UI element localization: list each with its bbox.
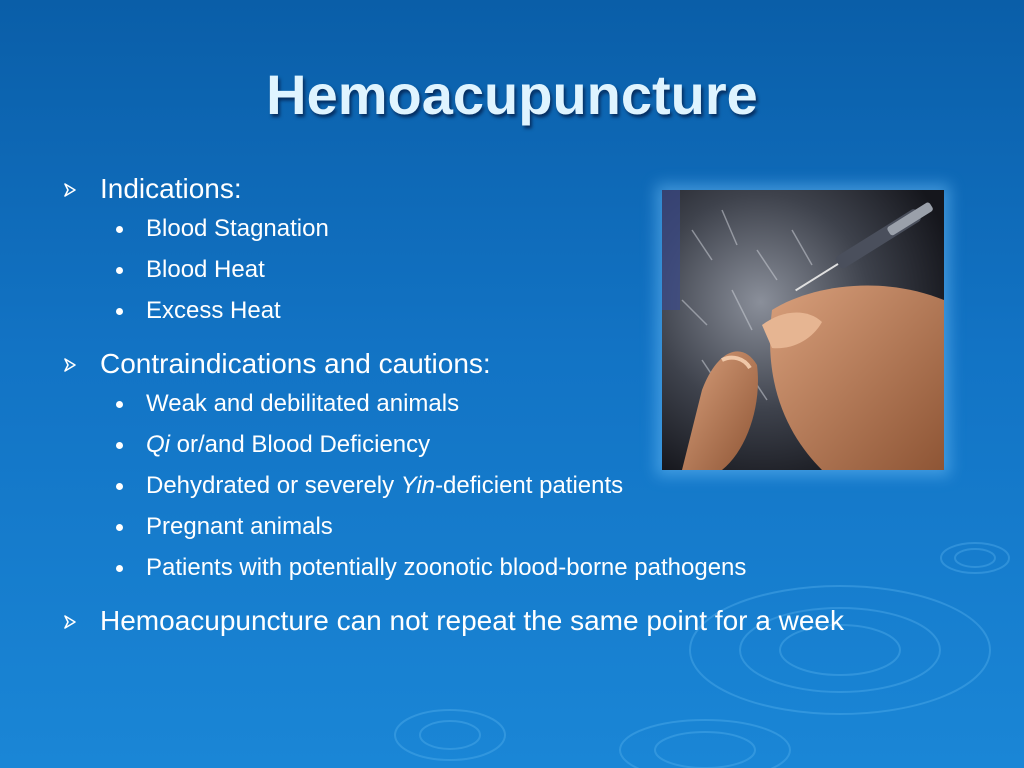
sub-bullet-text: -deficient patients [435,472,624,499]
sub-bullet-text: Dehydrated or severely [146,472,401,499]
sub-bullet-text: Blood Stagnation [146,215,329,242]
chevron-right-icon [62,614,78,630]
sub-bullet-italic-term: Qi [146,431,170,458]
sub-bullet [60,547,960,588]
photo-hand-needle-icon [662,190,944,470]
bullet-dot-icon [116,565,123,572]
bullet-heading: Hemoacupuncture can not repeat the same point for a week [100,605,844,636]
bullet-dot-icon [116,267,123,274]
hemoacupuncture-photo [662,190,944,470]
sub-bullet [60,465,960,506]
bullet-dot-icon [116,442,123,449]
sub-bullet-text: Blood Heat [146,256,265,283]
sub-bullet-text: Pregnant animals [146,513,333,540]
bullet-dot-icon [116,226,123,233]
bullet-dot-icon [116,483,123,490]
sub-bullet-text: Weak and debilitated animals [146,390,460,417]
bullet-dot-icon [116,308,123,315]
bullet-heading: Contraindications and cautions: [100,348,491,379]
slide-title: Hemoacupuncture [266,63,758,126]
sub-bullet [60,506,960,547]
chevron-right-icon [62,357,78,373]
bullet-dot-icon [116,401,123,408]
bullet-repeat-note [60,602,960,640]
sub-bullet-italic-term: Yin [400,472,436,499]
sub-bullet-text: Excess Heat [146,297,281,324]
sub-bullet-text: or/and Blood Deficiency [170,431,431,458]
sub-bullet-text: Patients with potentially zoonotic blood-borne pathogens [146,554,747,581]
bullet-dot-icon [116,524,123,531]
bullet-heading: Indications: [100,173,242,204]
chevron-right-icon [62,182,78,198]
